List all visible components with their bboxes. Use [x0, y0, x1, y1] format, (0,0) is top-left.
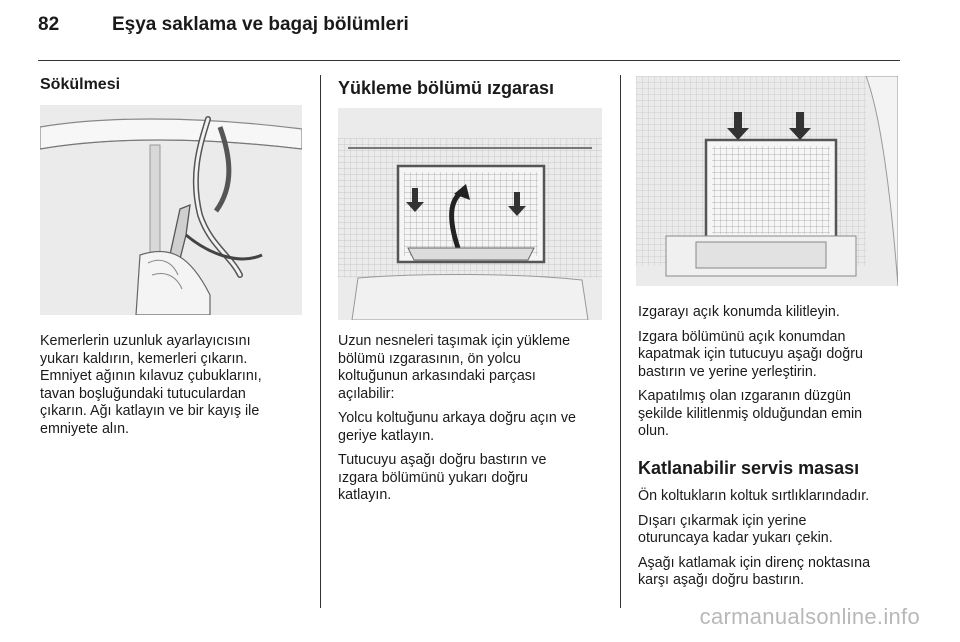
middle-paragraph-1: Uzun nesneleri taşımak için yükleme bölümü ızgarasının, ön yolcu koltuğunun arkasındaki parçası açılabilir: — [338, 333, 571, 402]
page-header-title: Eşya saklama ve bagaj bölümleri — [112, 14, 409, 35]
left-paragraph-1: Kemerlerin uzunluk ayarlayıcısını yukarı kaldırın, kemerleri çıkarın. Emniyet ağının kılavuz çubuklarını, tavan boşluğundaki tutuculardan çıkarın. Ağı katlayın ve bir kayış ile emniyete alın. — [40, 333, 262, 437]
cargo-grille-lock-illustration — [636, 76, 898, 286]
right-section2-paragraph-1: Ön koltukların koltuk sırtlıklarındadır. — [638, 488, 870, 504]
middle-paragraph-2: Yolcu koltuğunu arkaya doğru açın ve geriye katlayın. — [338, 410, 576, 444]
watermark-text: carmanualsonline.info — [699, 604, 920, 629]
right-paragraph-1: Izgarayı açık konumda kilitleyin. — [638, 304, 840, 320]
section-heading-cargo-grille: Yükleme bölümü ızgarası — [338, 78, 555, 98]
right-paragraph-2: Izgara bölümünü açık konumdan kapatmak için tutucuyu aşağı doğru bastırın ve yerine yerleştirin. — [638, 328, 863, 380]
header-rule — [38, 60, 900, 61]
left-column-heading-wrap — [40, 76, 310, 94]
column-divider-2 — [620, 75, 621, 608]
column-divider-1 — [320, 75, 321, 608]
right-paragraph-3: Kapatılmış olan ızgaranın düzgün şekilde kilitlenmiş olduğundan emin olun. — [638, 388, 863, 439]
left-column-body — [40, 333, 315, 445]
middle-column-body — [338, 333, 616, 512]
middle-column-heading-wrap — [338, 78, 618, 99]
right-column-section-2 — [638, 458, 900, 597]
cargo-grille-fold-illustration — [338, 108, 602, 320]
right-column-body — [638, 304, 900, 448]
right-section2-paragraph-2: Dışarı çıkarmak için yerine oturuncaya kadar yukarı çekin. — [638, 512, 833, 546]
page-number: 82 — [38, 14, 60, 35]
section-heading-service-table: Katlanabilir servis masası — [638, 458, 860, 478]
middle-paragraph-3: Tutucuyu aşağı doğru bastırın ve ızgara bölümünü yukarı doğru katlayın. — [338, 452, 547, 503]
section-heading-removal: Sökülmesi — [40, 76, 121, 93]
right-section2-paragraph-3: Aşağı katlamak için direnç noktasına karşı aşağı doğru bastırın. — [638, 554, 871, 588]
seatbelt-net-removal-illustration — [40, 105, 302, 315]
